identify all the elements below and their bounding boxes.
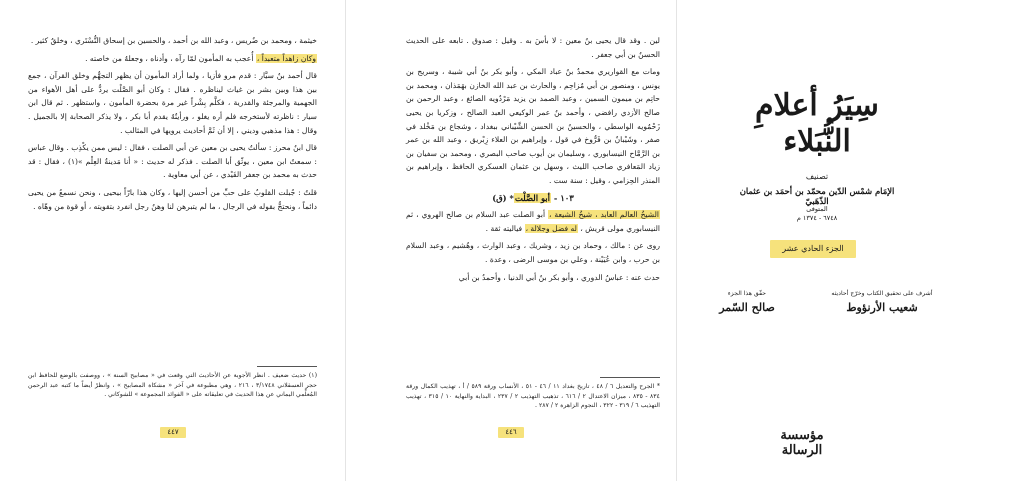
highlighted-phrase: وكان زاهداً متعبداً ، [256, 53, 316, 63]
highlighted-phrase: الشيخُ العالم العابد ، شيخُ الشيعة ، [549, 210, 659, 220]
volume-badge: الجزء الحادي عشر [770, 240, 856, 258]
died-label: المتوفى [806, 205, 828, 213]
paragraph: قال أحمد بنُ سيَّار : قدم مرو فأزيا ، ولما أراد المأمون أن يظهر التجهُّم وخلق القرآن ، جمع بين هذا وبين بشر بن غياث ليناظره . فقال : وكان أبو الصَّلْت يردُّ على أهل الأهواء من الجهمية والمرجئة والقدرية ، فكلَّم بِشْراً غير مرة بحضرة المأمون ، واستظهر . ثم قال ابن سيار : ناظرته لأستخرجه فلم أره يغلو ، ورأيتُهُ يقدم أبا بكر ، ولا يذكر الصحابة إلا بالجميل . وقال : هذا مذهبي وديني ، إلا أن ثَمَّ أحاديث يرويها في المثالب . [28, 71, 317, 135]
paragraph: روى عن : مالك ، وحماد بن زيد ، وشريك ، وعبد الوارث ، وهُشيم ، وعبد السلام بن حرب ، وابن عُيَيْنة ، وعلي بن موسى الرضى ، وعدة . [406, 241, 660, 264]
entry-intro [406, 208, 660, 235]
paragraph: خيثمة ، ومحمد بن ضُريس ، وعبد الله بن أحمد ، والحسين بن إسحاق التُّسْتَري ، وخلقٌ كثير . [30, 36, 317, 45]
page-446 [346, 0, 677, 481]
entry-name: أبو الصَّلْت [514, 192, 550, 203]
footnote-separator [600, 377, 660, 378]
footnotes [406, 382, 660, 411]
editor-left-label: حقّق هذا الجزء [727, 290, 767, 297]
editor-right-label: أشرف على تحقيق الكتاب وخرّج أحاديثه [831, 290, 933, 297]
publisher-name: مؤسسة الرسالة [780, 428, 824, 458]
book-title: سِيَرُ أعلامِ النُّبَلاء [755, 88, 879, 159]
footnote: (١) حديث ضعيف . انظر الأجوبة عن الأحاديث التي وقعت في « مصابيح السنة » ، ووصفت بالوضع للحافظ ابن حجر العسقلاني ٣/١٧٤٨ ، ٢١٦ ، وهي مطبوعة في آخر « مشكاة المصابيح » ، وانظرْ أيضاً ما كتبه عبد الرحمن المُعلِّمي اليماني عن هذا الحديث في تعليقاته على « الفوائد المجموعة » للشوكاني . [28, 372, 317, 399]
editor-right-name: شعيب الأرنؤوط [846, 301, 918, 314]
title-page [677, 0, 1024, 481]
page-number: ٤٤٧ [160, 427, 186, 438]
paragraph: لين . وقد قال يحيى بنُ معين : لا بأسَ به . وقيل : صدوق . تابعه على الحديث الحسنُ بن أبي جعفر . [406, 36, 660, 59]
editor-right [815, 290, 949, 314]
entry-heading [406, 192, 660, 206]
paragraph [28, 52, 317, 66]
highlighted-phrase: له فضل وجلالة ، [525, 223, 577, 233]
paragraph: قلتُ : جُبلت القلوبُ على حبِّ من أحسن إليها ، وكان هذا بارّاً بيحيى ، ونحن نسمعُ من يحيى دائماً ، ونحتجُّ بقوله في الرجال ، ما لم يتبرهن لنا وهنُ رجل انفرد بتقويته ، أو قوة من وهّاه . [28, 187, 317, 211]
footnotes [28, 371, 317, 400]
editor-left [687, 290, 807, 314]
editor-left-name: صالح السّمر [719, 301, 775, 314]
paragraph: قال ابنُ محرز : سألتُ يحيى بن معين عن أبي الصلت ، فقال : ليس ممن يكْذِب . وقال عباس : سمعتُ ابن معين ، يوثّق أبا الصلت . فذكر له حديث : « أنا مَدينةُ العِلْم »(١) ، فقال : قد حدث به محمد بن جعفر الفَيْدي ، عن أبي معاوية . [28, 143, 317, 180]
page-447 [0, 0, 346, 481]
page-447-body [28, 34, 317, 217]
paragraph-text: أبو الصلت عبد السلام بن صالح الهروي ، ثم النيسابوري مولى قريش ، [406, 210, 660, 233]
paragraph-text: فياليته ثقة . [485, 223, 525, 233]
entry-number: ١٠٣ - [553, 192, 574, 203]
footnote: * الجرح والتعديل ٦ / ٤٨ ، تاريخ بغداد ١١ / ٤٦ - ٥١ ، الأنساب ورقة ٥٨٩ / أ ، تهذيب الكمال ورقة ٨٣٤ - ٨٣٥ ، ميزان الاعتدال ٢ / ٦١٦ ، تذهيب التهذيب ٢ / ٢٣٧ ، البداية والنهاية ١٠ / ٣١٥ ، تهذيب التهذيب ٦ / ٣١٩ - ٣٢٢ ، النجوم الزاهرة ٢ / ٢٨٧ . [406, 383, 660, 410]
paragraph: حدث عنه : عباسٌ الدوري ، وأبو بكر بنُ أبي الدنيا ، وأحمدُ بن أبي [458, 272, 660, 282]
paragraph-text: أُعجب به المأمون لمّا رآه ، وأدناه ، وجعلهُ من خاصته . [85, 53, 256, 63]
tasnif-label: تصنيف [805, 172, 829, 181]
footnote-separator [257, 366, 317, 367]
paragraph: ومات مع القواريري محمدُ بنُ عباد المكي ، وأبو بكر بنُ أبي شيبة ، وسريج بن يونس ، ومنصور بن أبي مُزاحِم ، والحارث بن عبد الله الخازن بهَمَذان ، ومحمد بن حاتِم بن ميمون السمين ، وعبد الصمد بن يزيد مَرْدُويه الصائغ ، وعبد الرحمن بن صالح الأزدي رافضي ، وأحمد بنُ عمر الوكيعي العبد الصالح ، وزكريا بن يحيى زَحْمُويه الواسطي ، والحسينُ بن الحسن الشَّيْباني ببغداد ، وشجاع بن مَخْلد في صفر ، وشَيْبانُ بن فَرُّوخ في قول ، وإبراهيم بن العلاء زِبْريق ، وعبد الله بن عمر بن الرَّمَّاح النيسابوري ، وسليمان بن أيوب صاحب البصري ، ومحمد بن سفيان بن زياد المَعافري صاحب الليث ، وسهل بن عثمان العسكري الحافظ ، وإبراهيم بن المنذر الحِزامي ، وقيل : سنة ست . [406, 67, 660, 185]
death-dates: ٦٧٤٨ - ١٣٧٤ م [796, 214, 838, 222]
author-name: الإمَام شمْس الدّين محمّد بن أحمَد بن عثمان الذّهَبيّ [739, 186, 895, 206]
page-446-body [406, 34, 660, 288]
entry-mark: * (ق) [492, 192, 514, 203]
page-number: ٤٤٦ [498, 427, 524, 438]
